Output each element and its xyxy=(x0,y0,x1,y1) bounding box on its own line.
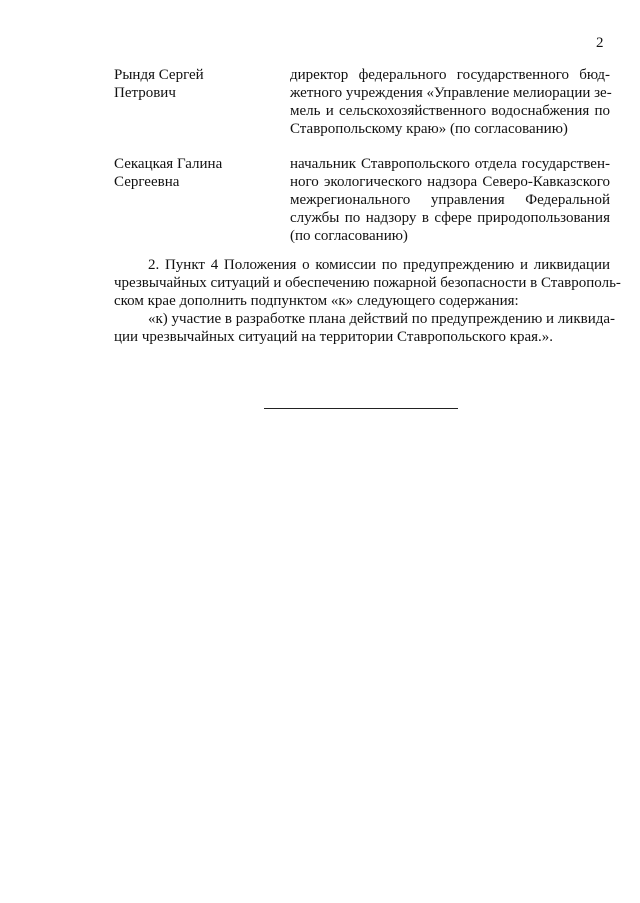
paragraph-line: ском крае дополнить подпунктом «к» следующего содержания: xyxy=(114,293,519,309)
member-position-line: Ставропольскому краю» (по согласованию) xyxy=(290,121,568,137)
member-position-line: службы по надзору в сфере природопользования xyxy=(290,210,610,226)
member-name xyxy=(114,66,274,102)
member-name xyxy=(114,155,274,191)
member-name-line: Петрович xyxy=(114,85,176,101)
paragraph-line: «к) участие в разработке плана действий по предупреждению и ликвида- xyxy=(148,311,616,327)
member-position-line: мель и сельскохозяйственного водоснабжения по xyxy=(290,103,610,119)
member-position-line: начальник Ставропольского отдела государствен- xyxy=(290,156,610,172)
member-name-line: Секацкая Галина xyxy=(114,156,223,172)
member-name-line: Рындя Сергей xyxy=(114,67,204,83)
amendment-paragraph xyxy=(114,256,621,310)
member-position-line: (по согласованию) xyxy=(290,228,408,244)
member-position xyxy=(290,155,610,245)
paragraph-line: чрезвычайных ситуаций и обеспечению пожарной безопасности в Ставрополь- xyxy=(114,275,621,291)
member-position-line: жетного учреждения «Управление мелиорации зе- xyxy=(290,85,612,101)
member-position-line: ного экологического надзора Северо-Кавказского xyxy=(290,174,610,190)
subparagraph-k xyxy=(114,310,616,346)
closing-divider xyxy=(264,408,458,409)
page-number: 2 xyxy=(596,35,604,51)
paragraph-line: ции чрезвычайных ситуаций на территории Ставропольского края.». xyxy=(114,329,554,345)
member-position-line: директор федерального государственного бюд- xyxy=(290,67,610,83)
member-position-line: межрегионального управления Федеральной xyxy=(290,192,610,208)
member-position xyxy=(290,66,610,138)
paragraph-line: 2. Пункт 4 Положения о комиссии по предупреждению и ликвидации xyxy=(148,257,610,273)
member-name-line: Сергеевна xyxy=(114,174,180,190)
